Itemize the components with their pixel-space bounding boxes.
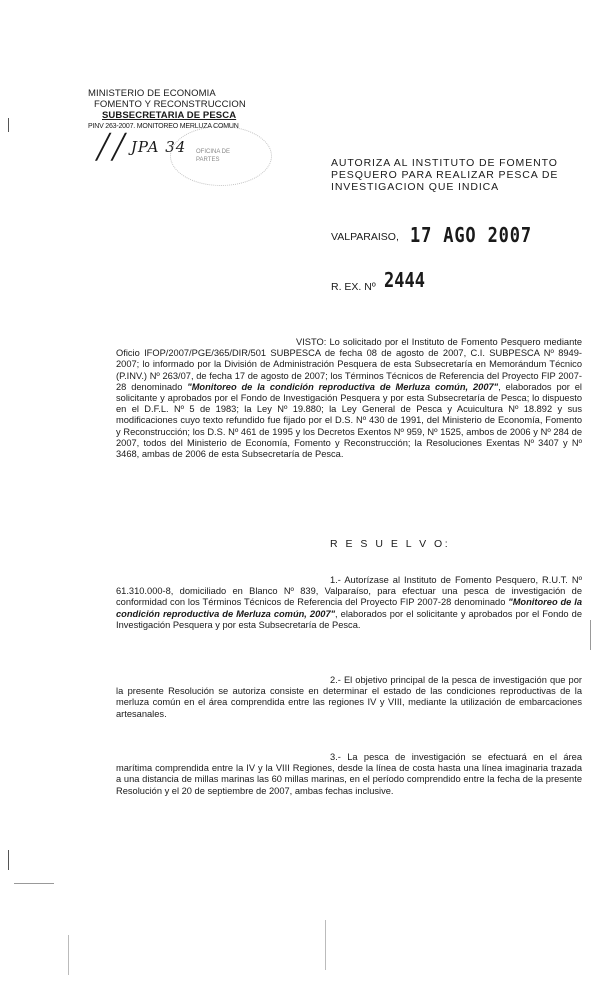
scan-mark xyxy=(14,883,54,884)
item-3: 3.- La pesca de investigación se efectuará en el área marítima comprendida entre la IV y la VIII Regiones, desde la línea de costa hasta una línea imaginaria trazada a una distancia de millas marinas las 60 millas marinas, en el período comprendido entre la fecha de la presente Resolución y el 20 de septiembre de 2007, ambas fechas inclusive. xyxy=(116,752,582,796)
ministry-subname: FOMENTO Y RECONSTRUCCION xyxy=(94,99,246,110)
scan-mark xyxy=(68,935,69,975)
project-name: "Monitoreo de la condición reproductiva de Merluza común, 2007" xyxy=(116,597,582,619)
visto-label: VISTO: xyxy=(296,337,327,347)
file-reference: PINV 263-2007. MONITOREO MERLUZA COMUN xyxy=(88,123,239,130)
resolution-title: AUTORIZA AL INSTITUTO DE FOMENTO PESQUERO PARA REALIZAR PESCA DE INVESTIGACION QUE INDICA xyxy=(331,157,559,193)
visto-section xyxy=(116,337,582,460)
visto-paragraph: VISTO: Lo solicitado por el Instituto de Fomento Pesquero mediante Oficio IFOP/2007/PGE/365/DIR/501 SUBPESCA de fecha 08 de agosto de 2007, C.I. SUBPESCA Nº 8949-2007; lo informado por la División de Administración Pesquera de esta Subsecretaría en Memorándum Técnico (P.INV.) Nº 263/07, de fecha 17 de agosto de 2007; los Términos Técnicos de Referencia del Proyecto FIP 2007-28 denominado "Monitoreo de la condición reproductiva de Merluza común, 2007", elaborados por el solicitante y aprobados por el Fondo de Investigación Pesquera y por esta Subsecretaría de Pesca; lo dispuesto en el D.F.L. Nº 5 de 1983; la Ley Nº 19.880; la Ley General de Pesca y Acuicultura Nº 18.892 y sus modificaciones cuyo texto refundido fue fijado por el D.S. Nº 430 de 1991, del Ministerio de Economía, Fomento y Reconstrucción; los D.S. Nº 461 de 1995 y los Decretos Exentos Nº 959, Nº 1525, ambos de 2006 y Nº 284 de 2007, todos del Ministerio de Economía, Fomento y Reconstrucción; la Resoluciones Exentas Nº 3407 y Nº 3468, ambas de 2006 de esta Subsecretaría de Pesca. xyxy=(116,337,582,460)
ministry-name: MINISTERIO DE ECONOMIA xyxy=(88,88,216,99)
handwritten-initials: ╱╱ JPA 34 xyxy=(96,133,187,161)
scan-mark xyxy=(8,850,9,870)
project-name: "Monitoreo de la condición reproductiva de Merluza común, 2007" xyxy=(187,381,499,392)
place-label: VALPARAISO, xyxy=(331,231,399,243)
item-2: 2.- El objetivo principal de la pesca de investigación que por la presente Resolución se autoriza consiste en determinar el estado de las condiciones reproductivas de la merluza común en el área comprendida entre las regiones IV y VIII, mediante la utilización de embarcaciones artesanales. xyxy=(116,675,582,719)
item-number: 3.- xyxy=(330,752,341,762)
item-1: 1.- Autorízase al Instituto de Fomento Pesquero, R.U.T. Nº 61.310.000-8, domiciliado en Blanco Nº 839, Valparaíso, para efectuar una pesca de investigación de conformidad con los Términos Técnicos de Referencia del Proyecto FIP 2007-28 denominado "Monitoreo de la condición reproductiva de Merluza común, 2007", elaborados por el solicitante y aprobados por el Fondo de Investigación Pesquera y por esta Subsecretaría de Pesca. xyxy=(116,575,582,630)
resolution-number: 2444 xyxy=(384,268,425,292)
scan-mark xyxy=(325,920,326,970)
item-number: 1.- xyxy=(330,575,341,585)
signature-stroke-icon: ╱╱ xyxy=(96,133,127,161)
scan-mark xyxy=(590,620,591,650)
ministry-header xyxy=(88,88,288,132)
subsecretaria-name: SUBSECRETARIA DE PESCA xyxy=(102,110,237,121)
resuelvo-heading: R E S U E L V O: xyxy=(330,538,451,550)
item-number: 2.- xyxy=(330,675,341,685)
office-stamp-text: OFICINA DE PARTES xyxy=(196,149,231,163)
scan-mark xyxy=(8,118,9,132)
date-stamp: 17 AGO 2007 xyxy=(410,223,532,247)
resolution-number-label: R. EX. Nº xyxy=(331,281,376,293)
